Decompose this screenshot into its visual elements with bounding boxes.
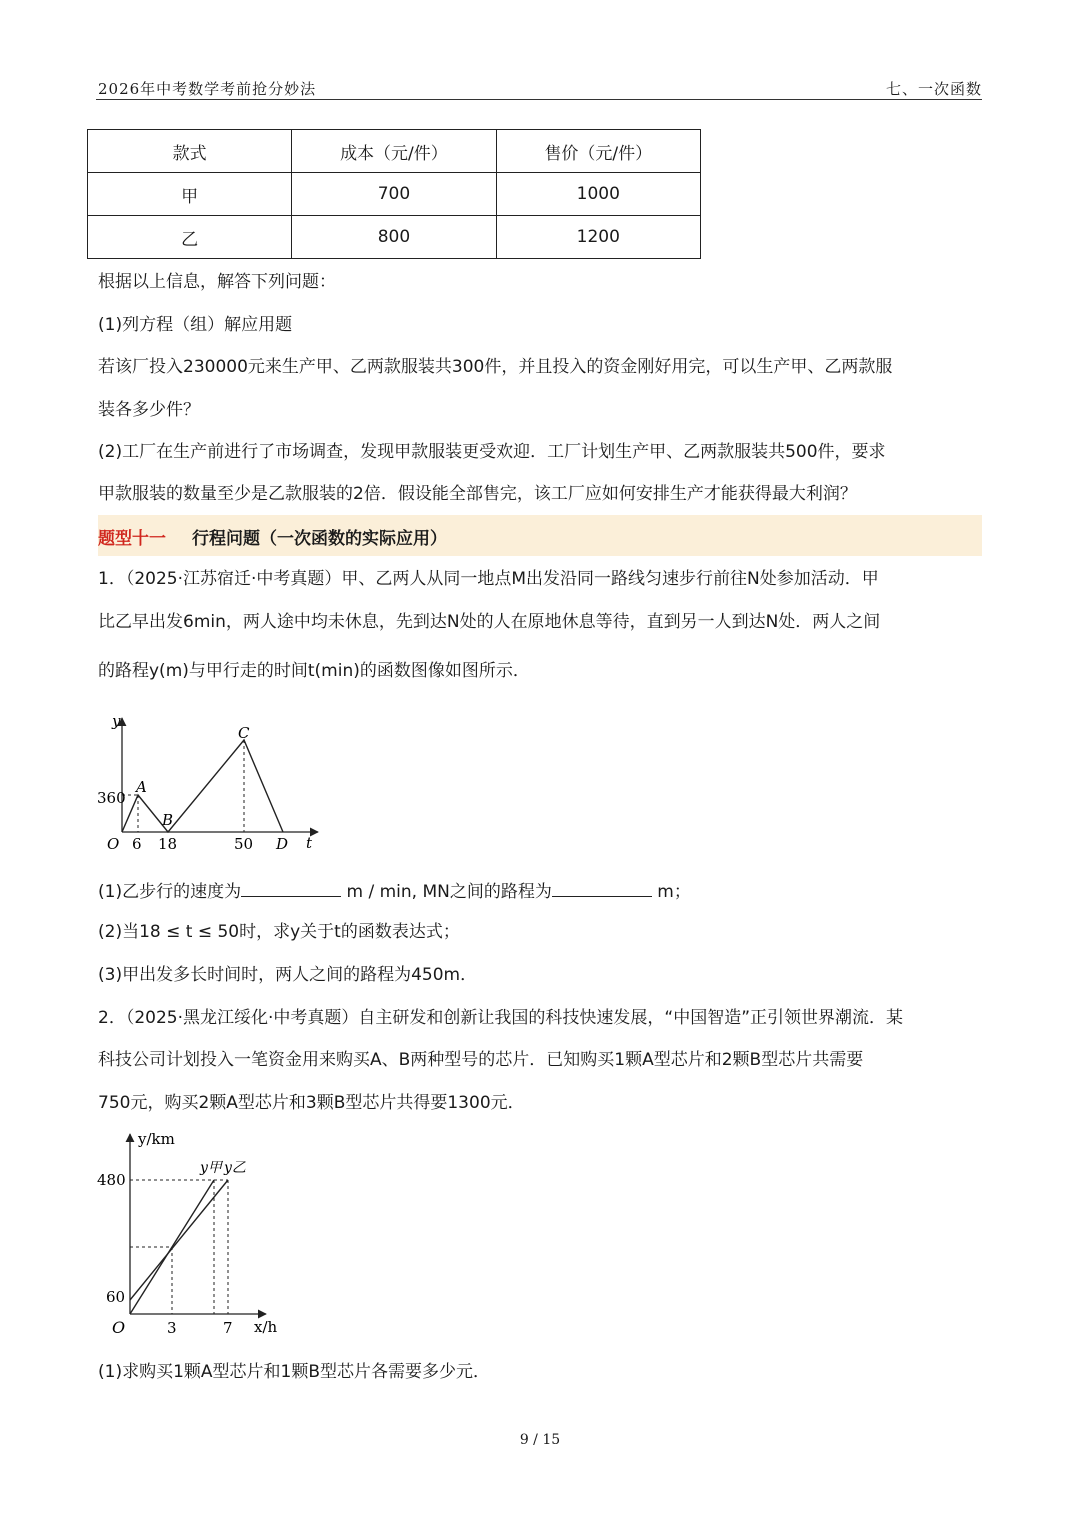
table-cell: 甲 [88, 173, 292, 216]
tick-label: 480 [97, 1171, 126, 1189]
problem-2-sub-1: (1)求购买1颗A型芯片和1颗B型芯片各需要多少元． [98, 1362, 491, 1382]
intro-text: 根据以上信息，解答下列问题： [98, 272, 336, 292]
distance-time-graph [96, 710, 326, 860]
header-chapter: 七、一次函数 [885, 80, 982, 98]
table-header-cell: 成本（元/件） [292, 130, 496, 173]
distance-hours-graph [96, 1128, 296, 1342]
tick-label: 60 [106, 1288, 126, 1306]
table-cell: 700 [292, 173, 496, 216]
axis-label-x: x/h [254, 1318, 278, 1336]
tick-label: 7 [223, 1319, 233, 1337]
problem-1-text: 1．（2025·江苏宿迁·中考真题）甲、乙两人从同一地点M出发沿同一路线匀速步行前往N处参加活动．甲 [98, 569, 879, 589]
header-title: 2026年中考数学考前抢分妙法 [98, 80, 317, 98]
point-label: A [136, 778, 147, 796]
line-y-yi [130, 1180, 228, 1300]
table-header-cell: 售价（元/件） [496, 130, 700, 173]
question-1-text: 装各多少件？ [98, 400, 200, 420]
question-2-text: 甲款服装的数量至少是乙款服装的2倍．假设能全部售完，该工厂应如何安排生产才能获得最大利润？ [98, 484, 857, 504]
header-rule [96, 99, 982, 100]
table-cell: 800 [292, 216, 496, 259]
question-2-text: (2)工厂在生产前进行了市场调查，发现甲款服装更受欢迎．工厂计划生产甲、乙两款服装共500件，要求 [98, 442, 886, 462]
sub-1-text: m； [657, 882, 691, 902]
problem-2-text: 750元，购买2颗A型芯片和3颗B型芯片共得要1300元． [98, 1093, 525, 1113]
line-label-y-jia: y甲 [200, 1160, 222, 1176]
cost-price-table [87, 129, 701, 259]
origin-label: O [112, 1318, 126, 1337]
problem-1-sub-3: (3)甲出发多长时间时，两人之间的路程为450m． [98, 965, 478, 985]
table-header-cell: 款式 [88, 130, 292, 173]
tick-label: 50 [234, 835, 254, 853]
table-cell: 1200 [496, 216, 700, 259]
question-1-text: 若该厂投入230000元来生产甲、乙两款服装共300件，并且投入的资金刚好用完，可以生产甲、乙两款服 [98, 357, 893, 377]
tick-label: 3 [167, 1319, 177, 1337]
answer-blank[interactable] [241, 878, 341, 897]
problem-1-sub-2: (2)当18 ≤ t ≤ 50时，求y关于t的函数表达式； [98, 922, 460, 942]
table-header-row [88, 130, 701, 173]
table-cell: 乙 [88, 216, 292, 259]
page-number: 9 / 15 [519, 1432, 561, 1448]
answer-blank[interactable] [552, 878, 652, 897]
section-title: 行程问题（一次函数的实际应用） [192, 529, 447, 549]
axis-label-t: t [306, 834, 313, 852]
problem-2-text: 科技公司计划投入一笔资金用来购买A、B两种型号的芯片．已知购买1颗A型芯片和2颗B型芯片共需要 [98, 1050, 864, 1070]
table-row [88, 216, 701, 259]
point-label: C [238, 724, 250, 742]
tick-label: 6 [132, 835, 142, 853]
origin-label: O [107, 835, 120, 853]
section-banner [98, 515, 982, 556]
question-1-title: (1)列方程（组）解应用题 [98, 315, 293, 335]
tick-label: 360 [97, 789, 126, 807]
problem-1-text: 的路程y(m)与甲行走的时间t(min)的函数图像如图所示． [98, 661, 530, 681]
problem-2-text: 2．（2025·黑龙江绥化·中考真题）自主研发和创新让我国的科技快速发展，“中国智造”正引领世界潮流．某 [98, 1008, 903, 1028]
section-tag: 题型十一 [98, 529, 166, 549]
problem-1-text: 比乙早出发6min，两人途中均未休息，先到达N处的人在原地休息等待，直到另一人到达N处．两人之间 [98, 612, 881, 632]
problem-1-sub-1 [98, 878, 691, 904]
table-row [88, 173, 701, 216]
axis-label-y: y/km [138, 1130, 175, 1148]
sub-1-text: (1)乙步行的速度为 [98, 882, 242, 902]
sub-1-text: m / min, MN之间的路程为 [346, 882, 552, 902]
axis-label-y: y [112, 712, 121, 730]
point-label: D [276, 835, 289, 853]
line-label-y-yi: y乙 [224, 1160, 246, 1176]
table-cell: 1000 [496, 173, 700, 216]
point-label: B [162, 811, 174, 829]
tick-label: 18 [158, 835, 178, 853]
